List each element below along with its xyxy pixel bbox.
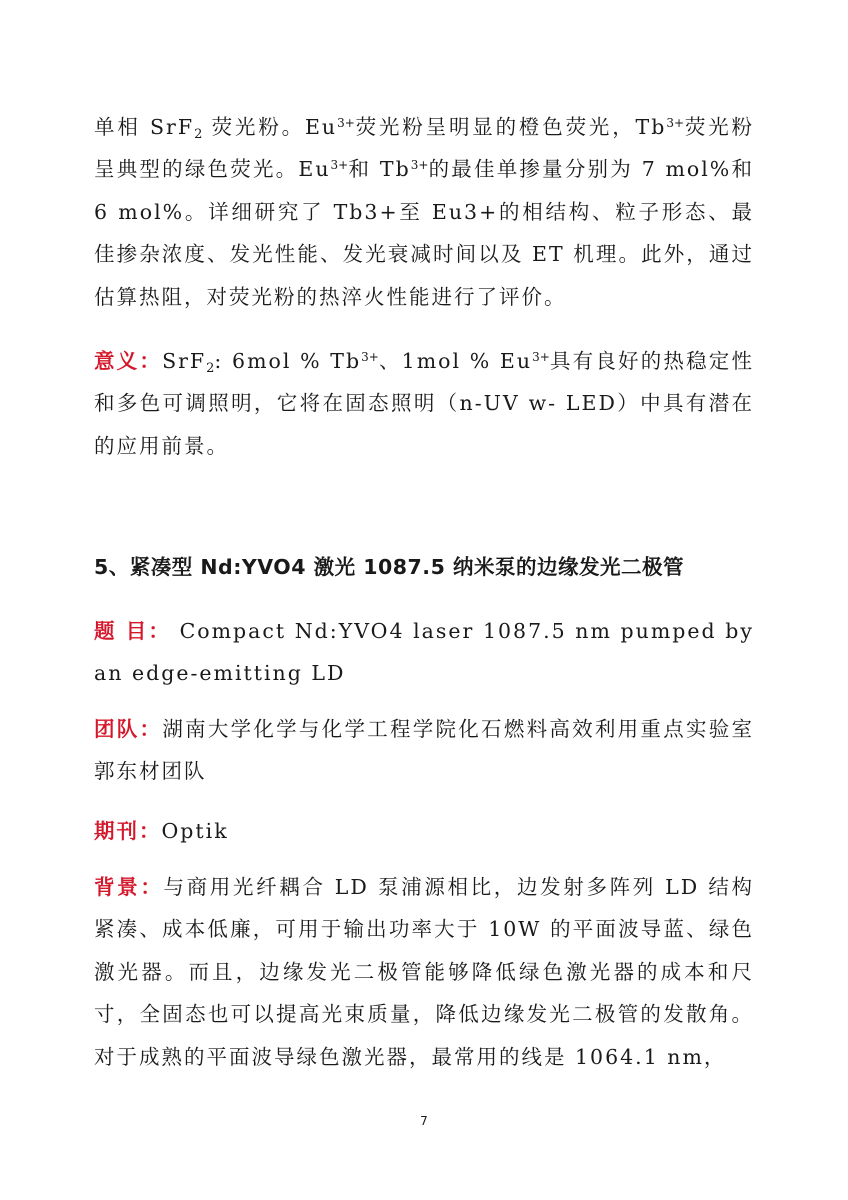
paragraph-results <box>94 106 754 318</box>
text-run: 、1mol % Eu <box>378 349 533 373</box>
paragraph-journal <box>94 810 754 852</box>
superscript: 3+ <box>337 116 355 130</box>
text-run: 单相 SrF <box>94 115 195 139</box>
title-label: 题 目： <box>94 619 171 643</box>
subscript: 2 <box>206 361 215 376</box>
significance-label: 意义： <box>94 349 163 373</box>
subscript: 2 <box>194 127 203 142</box>
team-text: 湖南大学化学与化学工程学院化石燃料高效利用重点实验室郭东材团队 <box>94 717 755 784</box>
background-text: 与商用光纤耦合 LD 泵浦源相比，边发射多阵列 LD 结构紧凑、成本低廉，可用于输出功率大于 10W 的平面波导蓝、绿色激光器。而且，边缘发光二极管能够降低绿色激光器的成本和尺寸，全固态也可以提高光束质量，降低边缘发光二极管的发散角。对于成熟的平面波导绿色激光器，最常用的线是 1064.1 nm， <box>94 875 754 1069</box>
paragraph-team <box>94 708 754 793</box>
page-number: 7 <box>420 1114 428 1128</box>
text-run: SrF <box>162 349 207 373</box>
text-run: 和 Tb <box>348 157 411 182</box>
superscript: 3+ <box>666 116 685 130</box>
superscript: 3+ <box>410 158 429 173</box>
paragraph-title <box>94 610 754 695</box>
section-heading: 5、紧凑型 Nd:YVO4 激光 1087.5 纳米泵的边缘发光二极管 <box>94 555 684 579</box>
text-run: 荧光粉呈明显的橙色荧光，Tb <box>354 115 667 139</box>
text-run: : 6mol % Tb <box>214 349 362 373</box>
team-label: 团队： <box>94 717 163 741</box>
paragraph-significance <box>94 340 754 467</box>
text-run: 具有良好的热稳定性和多色可调照明，它将在固态照明（n-UV w- LED）中具有潜在的应用前景。 <box>94 349 754 458</box>
superscript: 3+ <box>532 350 550 364</box>
superscript: 3+ <box>361 350 379 364</box>
superscript: 3+ <box>330 158 349 173</box>
background-label: 背景： <box>94 875 164 899</box>
journal-label: 期刊： <box>94 819 162 843</box>
text-run: 荧光粉。Eu <box>202 115 338 139</box>
title-text: Compact Nd:YVO4 laser 1087.5 nm pumped by an edge-emitting LD <box>94 619 754 686</box>
text-run: 的最佳单掺量分别为 7 mol%和 6 mol%。详细研究了 Tb3+至 Eu3+的相结构、粒子形态、最佳掺杂浓度、发光性能、发光衰减时间以及 ET 机理。此外，通过估算热阻，对荧光粉的热淬火性能进行了评价。 <box>94 157 754 309</box>
paragraph-background <box>94 866 754 1078</box>
text-run: 荧光粉呈典型的绿色荧光。Eu <box>94 115 755 182</box>
journal-text: Optik <box>161 819 229 843</box>
